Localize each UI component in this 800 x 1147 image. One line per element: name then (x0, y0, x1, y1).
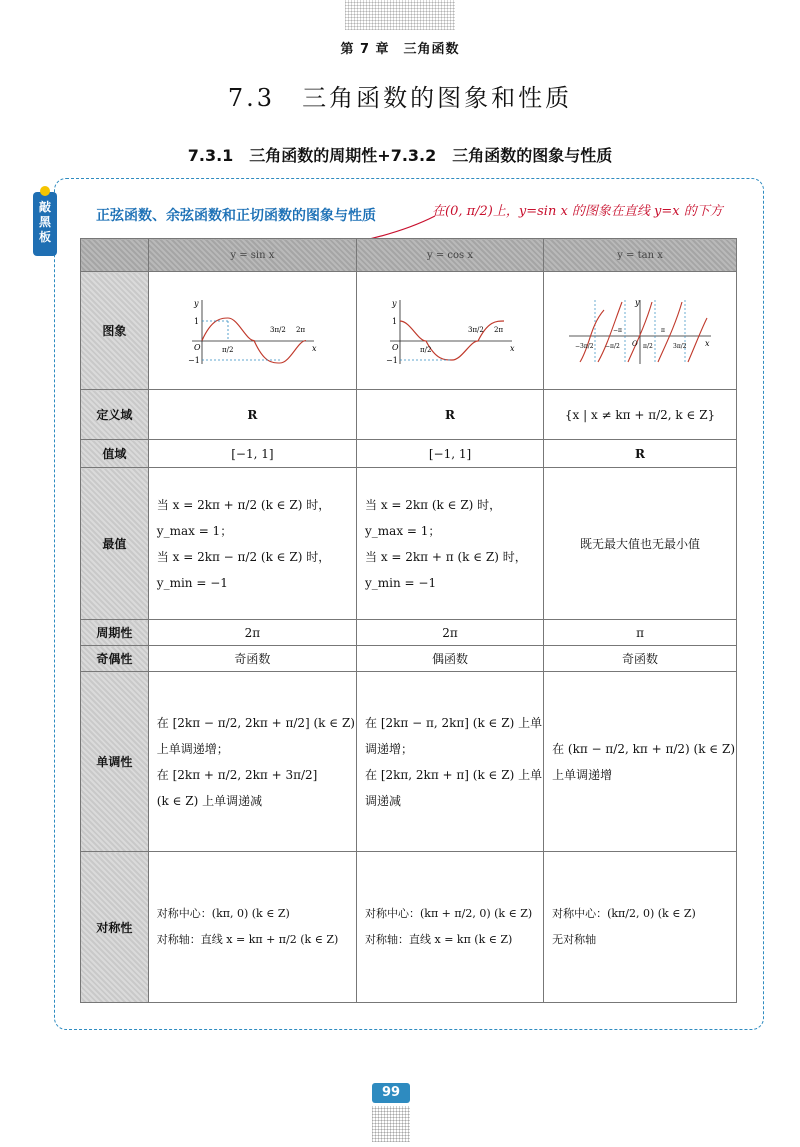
tan-graph-neg-3pi2: −3π/2 (575, 342, 594, 350)
row-label-extrema: 最值 (81, 468, 149, 620)
cosine-graph (380, 296, 520, 366)
symmetry-sin-line: 对称轴：直线 x = kπ + π/2 (k ∈ Z) (156, 933, 339, 946)
cos-graph-one: 1 (392, 316, 398, 326)
tan-graph-neg-pi: −π (613, 326, 623, 334)
monotonic-tan-line: 在 (kπ − π/2, kπ + π/2) (k ∈ Z) (552, 741, 735, 756)
row-label-symmetry: 对称性 (81, 852, 149, 1003)
top-pattern (345, 0, 455, 30)
parity-tan: 奇函数 (544, 646, 737, 672)
row-label-parity: 奇偶性 (81, 646, 149, 672)
cos-graph-y: y (392, 298, 397, 308)
extrema-cos-line: 当 x = 2kπ + π (k ∈ Z) 时， (365, 549, 527, 564)
range-cos: [−1, 1] (357, 440, 544, 468)
row-label-range: 值域 (81, 440, 149, 468)
extrema-sin-line: 当 x = 2kπ − π/2 (k ∈ Z) 时， (156, 549, 331, 564)
domain-cos: R (357, 390, 544, 440)
sin-graph-x: x (312, 343, 317, 353)
handwritten-note: 在(0, π/2)上，y=sin x 的图象在直线 y=x 的下方 (432, 204, 723, 219)
extrema-sin-line: y_max = 1； (156, 523, 233, 538)
table-row (81, 390, 737, 440)
symmetry-cos-line: 对称中心：(kπ + π/2, 0) (k ∈ Z) (365, 907, 533, 920)
extrema-cos (357, 468, 544, 620)
graph-tan-cell (544, 272, 737, 390)
table-row (81, 672, 737, 852)
extrema-sin-line: y_min = −1 (156, 575, 228, 590)
symmetry-sin-line: 对称中心：(kπ, 0) (k ∈ Z) (156, 907, 290, 920)
col-sin: y = sin x (148, 239, 356, 272)
monotonic-sin-line: 上单调递增； (156, 741, 229, 756)
graph-sin-cell (148, 272, 356, 390)
sin-graph-origin: O (194, 342, 201, 352)
subsection-title: 7.3.1 三角函数的周期性+7.3.2 三角函数的图象与性质 (187, 146, 613, 165)
period-sin: 2π (148, 620, 356, 646)
sin-graph-2pi: 2π (296, 325, 306, 334)
tan-graph-neg-pi2: −π/2 (605, 342, 620, 350)
monotonic-cos-line: 调递增； (365, 741, 414, 756)
monotonic-tan-line: 上单调递增 (552, 767, 613, 782)
sin-graph-neg-one: −1 (188, 355, 201, 365)
monotonic-sin-line: 在 [2kπ − π/2, 2kπ + π/2] (k ∈ Z) (156, 715, 355, 730)
chapter-header: 第 7 章 三角函数 (340, 42, 460, 57)
symmetry-cos-line: 对称轴：直线 x = kπ (k ∈ Z) (365, 933, 513, 946)
row-label-monotonic: 单调性 (81, 672, 149, 852)
table-row (81, 620, 737, 646)
graph-cos-cell (357, 272, 544, 390)
tan-graph-y: y (635, 297, 640, 307)
page-number: 99 (372, 1083, 410, 1103)
sin-graph-y: y (194, 298, 199, 308)
cos-graph-origin: O (392, 342, 399, 352)
monotonic-sin-line: 在 [2kπ + π/2, 2kπ + 3π/2] (156, 767, 318, 782)
domain-sin: R (148, 390, 356, 440)
extrema-sin (148, 468, 356, 620)
parity-sin: 奇函数 (148, 646, 356, 672)
extrema-tan: 既无最大值也无最小值 (544, 468, 737, 620)
row-label-domain: 定义域 (81, 390, 149, 440)
table-corner (81, 239, 149, 272)
tan-graph-pi: π (661, 326, 665, 334)
bottom-pattern (372, 1106, 410, 1142)
monotonic-cos-line: 在 [2kπ, 2kπ + π] (k ∈ Z) 上单 (365, 767, 543, 782)
table-row (81, 852, 737, 1003)
section-title: 7.3 三角函数的图象和性质 (227, 84, 573, 112)
extrema-sin-line: 当 x = 2kπ + π/2 (k ∈ Z) 时， (156, 497, 331, 512)
row-label-graph: 图象 (81, 272, 149, 390)
extrema-cos-line: y_max = 1； (365, 523, 441, 538)
monotonic-sin-line: (k ∈ Z) 上单调递减 (156, 793, 263, 808)
symmetry-cos (357, 852, 544, 1003)
cos-graph-pi2: π/2 (420, 345, 432, 354)
table-row (81, 440, 737, 468)
cos-graph-2pi: 2π (494, 325, 504, 334)
badge (33, 192, 57, 256)
sin-graph-pi2: π/2 (222, 345, 234, 354)
range-tan: R (544, 440, 737, 468)
domain-tan: {x | x ≠ kπ + π/2, k ∈ Z} (544, 390, 737, 440)
tan-graph-3pi2: 3π/2 (673, 342, 687, 350)
period-cos: 2π (357, 620, 544, 646)
cos-graph-3pi2: 3π/2 (468, 325, 484, 334)
monotonic-sin (148, 672, 356, 852)
monotonic-cos-line: 调递减 (365, 793, 402, 808)
monotonic-cos-line: 在 [2kπ − π, 2kπ] (k ∈ Z) 上单 (365, 715, 543, 730)
tan-graph-x: x (705, 338, 710, 348)
symmetry-tan-line: 对称中心：(kπ/2, 0) (k ∈ Z) (552, 907, 696, 920)
table-row (81, 646, 737, 672)
monotonic-tan (544, 672, 737, 852)
col-cos: y = cos x (357, 239, 544, 272)
symmetry-sin (148, 852, 356, 1003)
sin-graph-3pi2: 3π/2 (270, 325, 287, 334)
extrema-cos-line: 当 x = 2kπ (k ∈ Z) 时， (365, 497, 502, 512)
badge-dot-icon (40, 186, 50, 196)
parity-cos: 偶函数 (357, 646, 544, 672)
sine-graph (182, 296, 322, 366)
cos-graph-x: x (510, 343, 515, 353)
tan-graph-pi2: π/2 (643, 342, 653, 350)
table-row (81, 272, 737, 390)
extrema-cos-line: y_min = −1 (365, 575, 437, 590)
box-title: 正弦函数、余弦函数和正切函数的图象与性质 (96, 208, 376, 224)
sin-graph-one: 1 (194, 316, 200, 326)
table-header-row (81, 239, 737, 272)
symmetry-tan (544, 852, 737, 1003)
cos-graph-neg-one: −1 (386, 355, 398, 365)
period-tan: π (544, 620, 737, 646)
range-sin: [−1, 1] (148, 440, 356, 468)
monotonic-cos (357, 672, 544, 852)
properties-table (80, 238, 737, 1003)
badge-text: 敲黑板 (38, 200, 51, 244)
col-tan: y = tan x (544, 239, 737, 272)
symmetry-tan-line: 无对称轴 (552, 933, 597, 946)
tangent-graph (565, 296, 715, 366)
row-label-period: 周期性 (81, 620, 149, 646)
table-row (81, 468, 737, 620)
tan-graph-origin: O (632, 339, 638, 348)
